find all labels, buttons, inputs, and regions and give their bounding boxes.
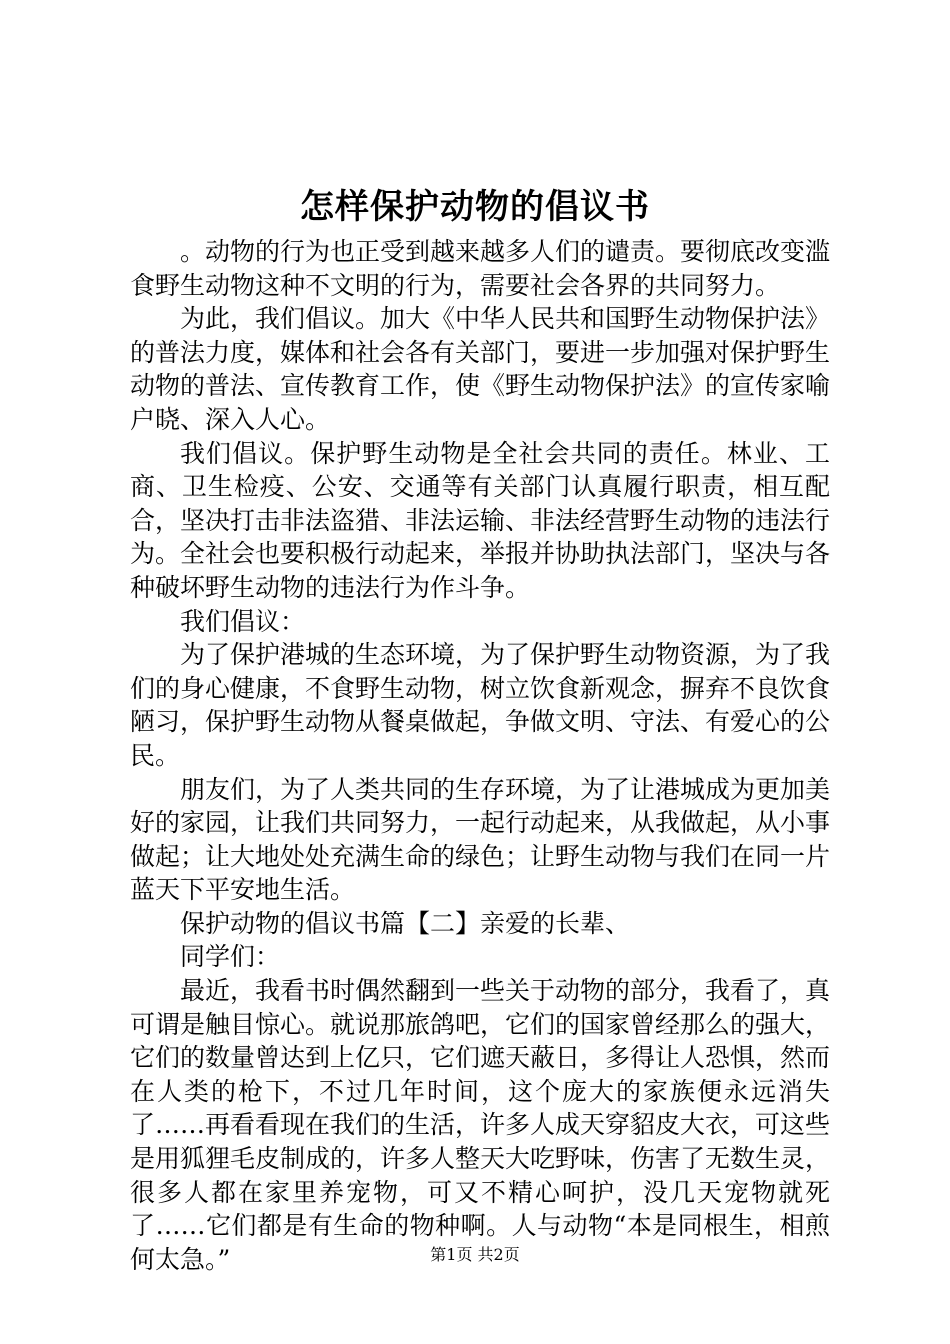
paragraph: 同学们： — [180, 942, 281, 972]
paragraph: 我们倡议。保护野生动物是全社会共同的责任。林业、工商、卫生检疫、公安、交通等有关部门认真履行职责，相互配合，坚决打击非法盗猎、非法运输、非法经营野生动物的违法行为。全社会也要积极行动起来，举报并协助执法部门，坚决与各种破坏野生动物的违法行为作斗争。 — [130, 438, 831, 602]
paragraph: 保护动物的倡议书篇【二】亲爱的长辈、 — [180, 908, 631, 938]
paragraph: 。动物的行为也正受到越来越多人们的谴责。要彻底改变滥食野生动物这种不文明的行为，需要社会各界的共同努力。 — [130, 237, 831, 300]
paragraph: 为此，我们倡议。加大《中华人民共和国野生动物保护法》的普法力度，媒体和社会各有关部门，要进一步加强对保护野生动物的普法、宣传教育工作，使《野生动物保护法》的宣传家喻户晓、深入人心。 — [130, 304, 831, 434]
page-footer: 第1页 共2页 — [430, 1245, 520, 1264]
document-title: 怎样保护动物的倡议书 — [300, 187, 650, 227]
paragraph: 朋友们，为了人类共同的生存环境，为了让港城成为更加美好的家园，让我们共同努力，一起行动起来，从我做起，从小事做起；让大地处处充满生命的绿色；让野生动物与我们在同一片蓝天下平安地生活。 — [130, 774, 831, 905]
paragraph: 为了保护港城的生态环境，为了保护野生动物资源，为了我们的身心健康，不食野生动物，树立饮食新观念，摒弃不良饮食陋习，保护野生动物从餐桌做起，争做文明、守法、有爱心的公民。 — [130, 640, 831, 770]
paragraph: 我们倡议： — [180, 606, 306, 636]
paragraph: 最近，我看书时偶然翻到一些关于动物的部分，我看了，真可谓是触目惊心。就说那旅鸽吧，它们的国家曾经那么的强大，它们的数量曾达到上亿只，它们遮天蔽日，多得让人恐惧，然而在人类的枪下，不过几年时间，这个庞大的家族便永远消失了……再看看现在我们的生活，许多人成天穿貂皮大衣，可这些是用狐狸毛皮制成的，许多人整天大吃野味，伤害了无数生灵，很多人都在家里养宠物，可又不精心呵护，没几天宠物就死了……它们都是有生命的物种啊。人与动物“本是同根生，相煎何太急。” — [130, 976, 831, 1274]
document-body — [130, 235, 830, 1276]
